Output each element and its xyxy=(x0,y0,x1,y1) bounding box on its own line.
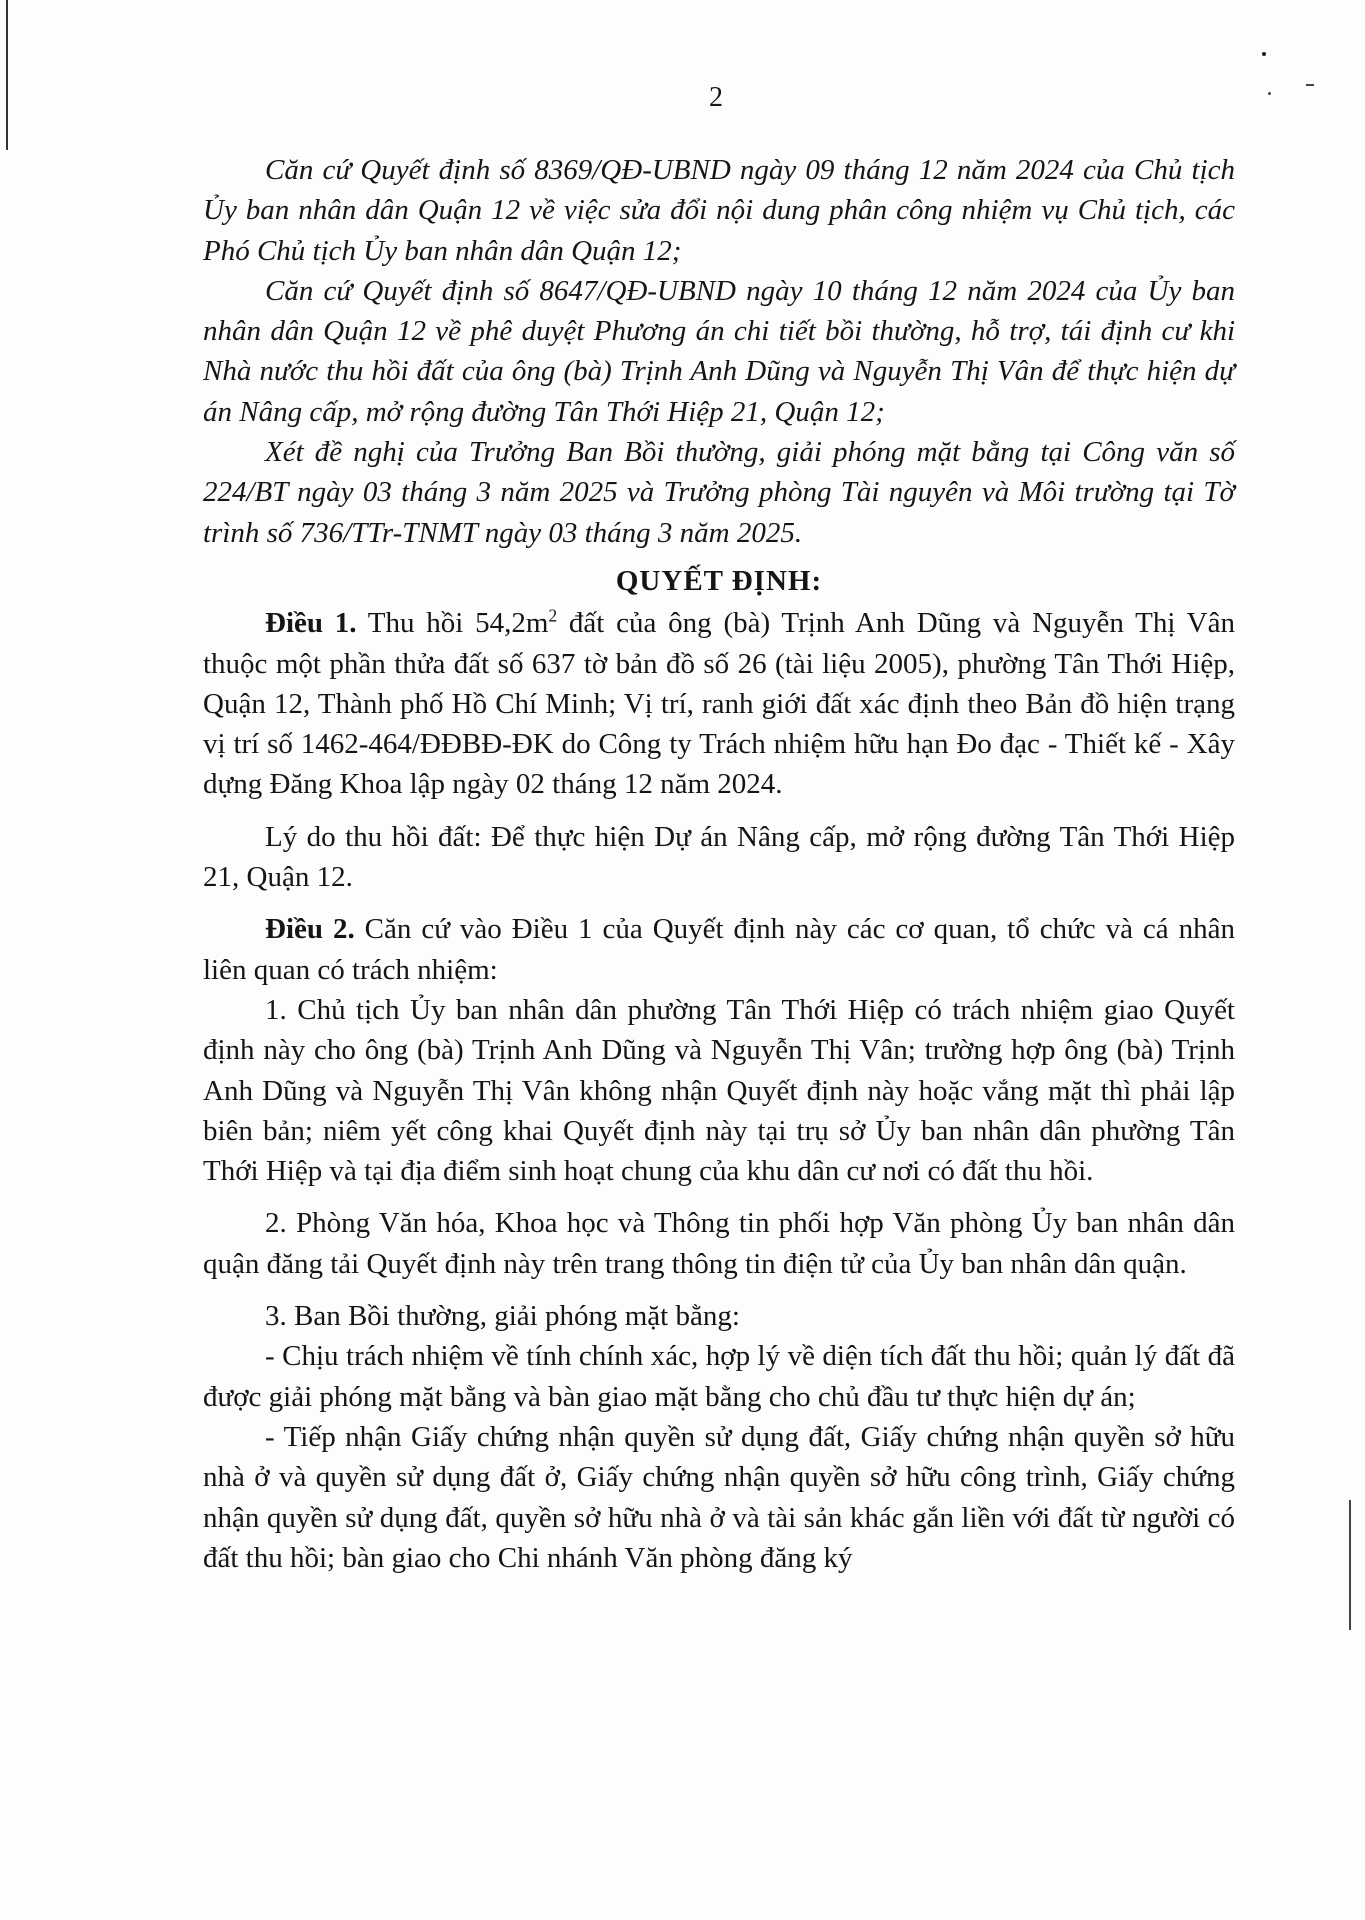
article-2-label: Điều 2. xyxy=(265,913,355,946)
article-1-text: Thu hồi 54,2m xyxy=(356,607,549,640)
basis-paragraph: Căn cứ Quyết định số 8647/QĐ-UBND ngày 10 tháng 12 năm 2024 của Ủy ban nhân dân Quận 12 về phê duyệt Phương án chi tiết bồi thường, hỗ trợ, tái định cư khi Nhà nước thu hồi đất của ông (bà) Trịnh Anh Dũng và Nguyễn Thị Vân để thực hiện dự án Nâng cấp, mở rộng đường Tân Thới Hiệp 21, Quận 12; xyxy=(203,274,1235,428)
article-2-item: - Chịu trách nhiệm về tính chính xác, hợp lý về diện tích đất thu hồi; quản lý đất đã được giải phóng mặt bằng và bàn giao mặt bằng cho chủ đầu tư thực hiện dự án; xyxy=(203,1340,1235,1413)
article-2-item: 3. Ban Bồi thường, giải phóng mặt bằng: xyxy=(265,1300,740,1333)
article-2-item: - Tiếp nhận Giấy chứng nhận quyền sử dụng đất, Giấy chứng nhận quyền sở hữu nhà ở và quyền sử dụng đất ở, Giấy chứng nhận quyền sở hữu công trình, Giấy chứng nhận quyền sử dụng đất, quyền sở hữu nhà ở và tài sản khác gắn liền với đất từ người có đất thu hồi; bàn giao cho Chi nhánh Văn phòng đăng ký xyxy=(203,1420,1235,1574)
area-unit-superscript: 2 xyxy=(548,605,558,626)
article-2-item: 1. Chủ tịch Ủy ban nhân dân phường Tân Thới Hiệp có trách nhiệm giao Quyết định này cho ông (bà) Trịnh Anh Dũng và Nguyễn Thị Vân; trường hợp ông (bà) Trịnh Anh Dũng và Nguyễn Thị Vân không nhận Quyết định này hoặc vắng mặt thì phải lập biên bản; niêm yết công khai Quyết định này tại trụ sở Ủy ban nhân dân phường Tân Thới Hiệp và tại địa điểm sinh hoạt chung của khu dân cư nơi có đất thu hồi. xyxy=(203,993,1235,1188)
scan-edge-mark xyxy=(6,0,8,150)
decision-title: QUYẾT ĐỊNH: xyxy=(615,564,823,597)
article-1-paragraph xyxy=(203,603,1235,804)
article-2-paragraph xyxy=(203,909,1235,990)
article-1-label: Điều 1. xyxy=(265,607,357,640)
article-1-text-cont: đất của ông (bà) Trịnh Anh Dũng và Nguyễn Thị Vân thuộc một phần thửa đất số 637 tờ bản đồ số 26 (tài liệu 2005), phường Tân Thới Hiệp, Quận 12, Thành phố Hồ Chí Minh; Vị trí, ranh giới đất xác định theo Bản đồ hiện trạng vị trí số 1462-464/ĐĐBĐ-ĐK do Công ty Trách nhiệm hữu hạn Đo đạc - Thiết kế - Xây dựng Đăng Khoa lập ngày 02 tháng 12 năm 2024. xyxy=(203,607,1235,801)
article-1-reason: Lý do thu hồi đất: Để thực hiện Dự án Nâng cấp, mở rộng đường Tân Thới Hiệp 21, Quận 12. xyxy=(203,820,1235,894)
basis-paragraph: Xét đề nghị của Trưởng Ban Bồi thường, giải phóng mặt bằng tại Công văn số 224/BT ngày 03 tháng 3 năm 2025 và Trưởng phòng Tài nguyên và Môi trường tại Tờ trình số 736/TTr-TNMT ngày 03 tháng 3 năm 2025. xyxy=(203,436,1235,549)
article-2-item: 2. Phòng Văn hóa, Khoa học và Thông tin phối hợp Văn phòng Ủy ban nhân dân quận đăng tải Quyết định này trên trang thông tin điện tử của Ủy ban nhân dân quận. xyxy=(203,1207,1235,1280)
page-number: 2 xyxy=(709,82,723,113)
article-2-intro: Căn cứ vào Điều 1 của Quyết định này các cơ quan, tổ chức và cá nhân liên quan có trách nhiệm: xyxy=(203,913,1236,986)
document-body xyxy=(203,150,1235,1578)
basis-paragraph: Căn cứ Quyết định số 8369/QĐ-UBND ngày 09 tháng 12 năm 2024 của Chủ tịch Ủy ban nhân dân Quận 12 về việc sửa đổi nội dung phân công nhiệm vụ Chủ tịch, các Phó Chủ tịch Ủy ban nhân dân Quận 12; xyxy=(203,154,1235,267)
scan-speck xyxy=(1262,52,1266,56)
scan-edge-mark xyxy=(1349,1500,1351,1630)
